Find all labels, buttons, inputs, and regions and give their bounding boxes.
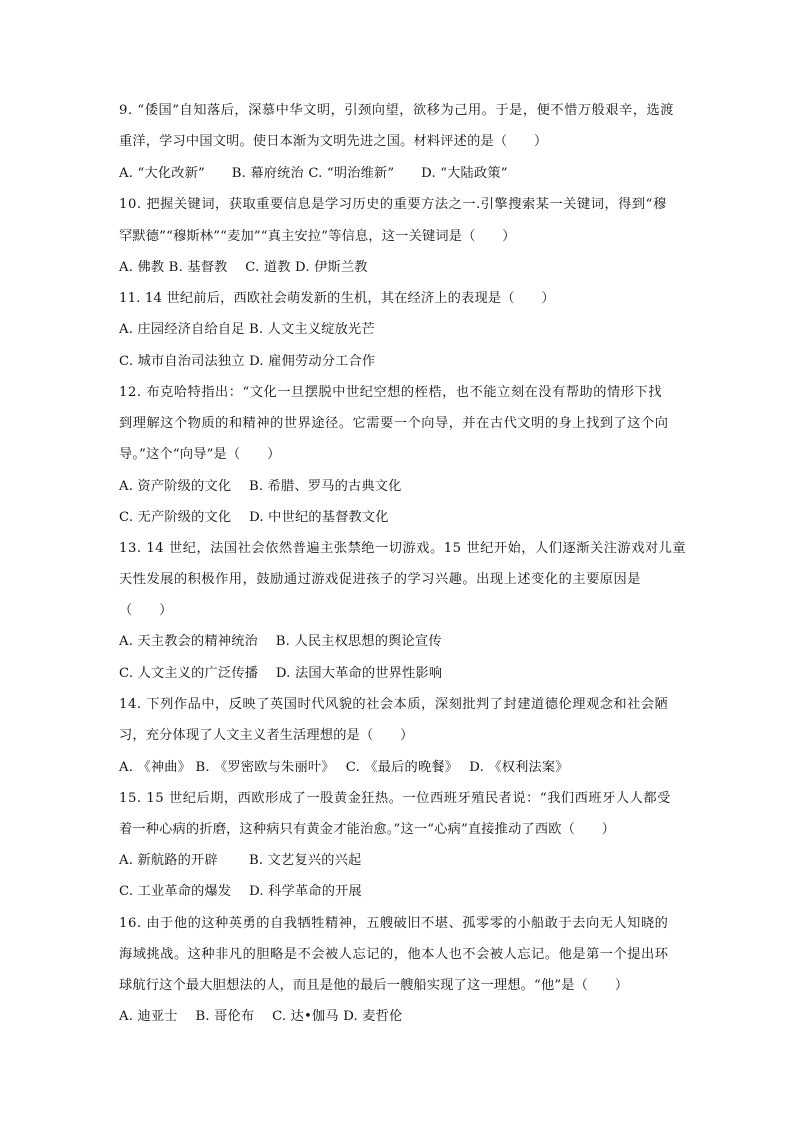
question-13-option-ab: A. 天主教会的精神统治 B. 人民主权思想的舆论宣传: [119, 634, 442, 649]
question-10-text-line-2: 罕默德”“穆斯林”“麦加”“真主安拉”等信息，这一关键词是（ ）: [119, 229, 516, 244]
question-16-text-line-1: 16. 由于他的这种英勇的自我牺牲精神，五艘破旧不堪、孤零零的小船敢于去向无人知晓的: [119, 916, 669, 931]
question-13-text-line-2: 天性发展的积极作用，鼓励通过游戏促进孩子的学习兴趣。出现上述变化的主要原因是: [119, 572, 642, 587]
question-16-text-line-2: 海域挑战。这种非凡的胆略是不会被人忘记的，他本人也不会被人忘记。他是第一个提出环: [119, 947, 669, 962]
question-12-text-line-3: 导。”这个“向导”是（ ）: [119, 447, 281, 462]
question-15-option-ab: A. 新航路的开辟 B. 文艺复兴的兴起: [119, 853, 362, 868]
question-11-option-ab: A. 庄园经济自给自足 B. 人文主义绽放光芒: [119, 322, 375, 337]
question-9-options: A. “大化改新” B. 幕府统治 C. “明治维新” D. “大陆政策”: [119, 166, 508, 181]
question-14-options: A. 《神曲》 B. 《罗密欧与朱丽叶》 C. 《最后的晚餐》 D. 《权利法案》: [119, 760, 569, 775]
question-15-option-cd: C. 工业革命的爆发 D. 科学革命的开展: [119, 884, 362, 899]
question-16-options: A. 迪亚士 B. 哥伦布 C. 达•伽马 D. 麦哲伦: [119, 1009, 403, 1024]
question-16-text-line-3: 球航行这个最大胆想法的人，而且是他的最后一艘船实现了这一理想。“他”是（ ）: [119, 978, 629, 993]
question-12-text-line-2: 到理解这个物质的和精神的世界途径。它需要一个向导，并在古代文明的身上找到了这个向: [119, 416, 669, 431]
question-15-text-line-2: 着一种心病的折磨，这种病只有黄金才能治愈。”这一“心病”直接推动了西欧（ ）: [119, 822, 616, 837]
question-13-text-line-3: （ ）: [119, 603, 173, 618]
question-12-option-cd: C. 无产阶级的文化 D. 中世纪的基督教文化: [119, 510, 389, 525]
question-10-text-line-1: 10. 把握关键词，获取重要信息是学习历史的重要方法之一.引擎搜索某一关键词，得到“穆: [119, 197, 667, 212]
question-14-text-line-1: 14. 下列作品中，反映了英国时代风貌的社会本质，深刻批判了封建道德伦理观念和社会陋: [119, 697, 669, 712]
question-9-text-line-1: 9. “倭国”自知落后，深慕中华文明，引颈向望，欲移为己用。于是，便不惜万般艰辛，选渡: [119, 103, 675, 118]
question-11-option-cd: C. 城市自治司法独立 D. 雇佣劳动分工合作: [119, 354, 376, 369]
question-12-text-line-1: 12. 布克哈特指出：“文化一旦摆脱中世纪空想的桎梏，也不能立刻在没有帮助的情形下找: [119, 385, 662, 400]
question-12-option-ab: A. 资产阶级的文化 B. 希腊、罗马的古典文化: [119, 479, 402, 494]
question-14-text-line-2: 习，充分体现了人文主义者生活理想的是（ ）: [119, 728, 414, 743]
question-15-text-line-1: 15. 15 世纪后期，西欧形成了一股黄金狂热。一位西班牙殖民者说：“我们西班牙人人都受: [119, 791, 671, 806]
question-10-options: A. 佛教 B. 基督教 C. 道教 D. 伊斯兰教: [119, 260, 368, 275]
question-11-text-line-1: 11. 14 世纪前后，西欧社会萌发新的生机，其在经济上的表现是（ ）: [119, 291, 555, 306]
question-13-option-cd: C. 人文主义的广泛传播 D. 法国大革命的世界性影响: [119, 666, 443, 681]
question-13-text-line-1: 13. 14 世纪，法国社会依然普遍主张禁绝一切游戏。15 世纪开始，人们逐渐关注游戏对儿童: [119, 541, 687, 556]
question-9-text-line-2: 重洋，学习中国文明。使日本渐为文明先进之国。材料评述的是（ ）: [119, 134, 548, 149]
